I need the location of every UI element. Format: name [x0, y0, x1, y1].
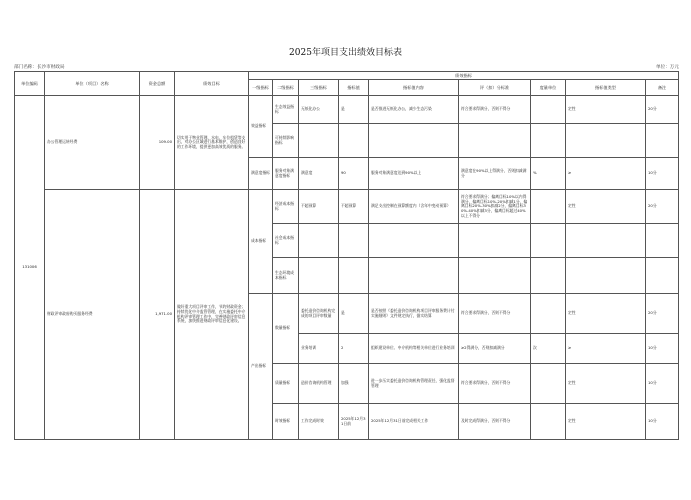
type-cell: 定性: [566, 190, 646, 224]
col-level1: 一级指标: [249, 80, 273, 96]
type-cell: 定性: [566, 404, 646, 440]
content-cell: [369, 258, 459, 294]
note-cell: 10分: [646, 404, 679, 440]
level2-cell: 数量指标: [273, 294, 299, 364]
col-indicators: 绩效指标: [249, 72, 679, 80]
standard-cell: 及时完成得满分，否则不得分: [459, 404, 531, 440]
measure-cell: [531, 294, 566, 334]
level3-cell: 业务培训: [299, 334, 339, 364]
measure-cell: [531, 404, 566, 440]
col-standard: 评（扣）分标准: [459, 80, 531, 96]
col-funds: 资金总额: [140, 72, 175, 96]
content-cell: 是否推进无纸化办公，减少生态污染: [369, 96, 459, 124]
note-cell: [646, 224, 679, 258]
level3-cell: 满意度: [299, 158, 339, 190]
measure-cell: 次: [531, 334, 566, 364]
project-funds-cell: 109.00: [140, 96, 175, 190]
type-cell: ≥: [566, 334, 646, 364]
col-ind-content: 指标值内容: [369, 80, 459, 96]
level3-cell: [299, 258, 339, 294]
unit-label: 单位：万元: [656, 65, 679, 70]
standard-cell: 满意度在90%以上得满分，否则扣减满分: [459, 158, 531, 190]
level2-cell: 社会成本指标: [273, 224, 299, 258]
level3-cell: 工作完成时效: [299, 404, 339, 440]
content-cell: 组织建设单位、中介机构等相关单位进行业务培训: [369, 334, 459, 364]
level3-cell: [299, 124, 339, 158]
note-cell: 10分: [646, 334, 679, 364]
content-cell: [369, 224, 459, 258]
standard-cell: 符合要求得满分；偏离目标10%以内得满分，偏离目标10%-20%扣减1分，偏离目标20%-30%扣减2分，偏离目标30%-40%扣减3分，偏离目标超过40%以上不得分: [459, 190, 531, 224]
note-cell: 10分: [646, 364, 679, 404]
note-cell: [646, 124, 679, 158]
note-cell: 10分: [646, 158, 679, 190]
value-cell: [339, 124, 369, 158]
content-cell: 2025年12月31日前完成相关工作: [369, 404, 459, 440]
level2-cell: 生态环境成本指标: [273, 258, 299, 294]
level2-cell: 可持续影响指标: [273, 124, 299, 158]
level2-cell: 生态效益指标: [273, 96, 299, 124]
table-row: [15, 96, 679, 124]
level2-cell: 时效指标: [273, 404, 299, 440]
type-cell: [566, 224, 646, 258]
col-unit-code: 单位编码: [15, 72, 45, 96]
content-cell: 进一步压实委托造价咨询机构管理责任，强化监督管理: [369, 364, 459, 404]
value-cell: 是: [339, 96, 369, 124]
col-level2: 二级指标: [273, 80, 299, 96]
level2-cell: 服务对象满意度指标: [273, 158, 299, 190]
col-level3: 三级指标: [299, 80, 339, 96]
measure-cell: [531, 190, 566, 224]
col-value-type: 指标值类型: [566, 80, 646, 96]
content-cell: 是否按照《委托造价咨询机构项目评审服务费计付实施细则》文件规定执行，据实结算: [369, 294, 459, 334]
type-cell: [566, 258, 646, 294]
standard-cell: 符合要求得满分，否则不得分: [459, 294, 531, 334]
note-cell: 20分: [646, 190, 679, 224]
measure-cell: [531, 96, 566, 124]
content-cell: [369, 124, 459, 158]
value-cell: 加强: [339, 364, 369, 404]
standard-cell: 符合要求得满分，否则不得分: [459, 364, 531, 404]
value-cell: 2025年12月31日前: [339, 404, 369, 440]
performance-table: [14, 71, 679, 440]
level1-cell: 成本指标: [249, 190, 273, 294]
value-cell: 是: [339, 294, 369, 334]
standard-cell: [459, 124, 531, 158]
type-cell: 定性: [566, 96, 646, 124]
col-ind-value: 指标值: [339, 80, 369, 96]
col-note: 备注: [646, 80, 679, 96]
level3-cell: 不超预算: [299, 190, 339, 224]
col-unit-name: 单位（项目）名称: [45, 72, 140, 96]
project-goal-cell: 切实用于物业管理、水电、车位租赁等支出，对办公区域进行基本维护，创造良好的工作环境，提供更加高效优质的服务。: [175, 96, 249, 190]
value-cell: 不超预算: [339, 190, 369, 224]
value-cell: 90: [339, 158, 369, 190]
type-cell: [566, 124, 646, 158]
content-cell: 满足支出控制在预算额度内（含年中变动预算）: [369, 190, 459, 224]
project-name-cell: 办公管理运转经费: [45, 96, 140, 190]
standard-cell: [459, 258, 531, 294]
table-row: [15, 190, 679, 224]
level3-cell: 造价咨询机构管理: [299, 364, 339, 404]
page-title: 2025年项目支出绩效目标表: [289, 48, 402, 58]
level3-cell: 无纸化办公: [299, 96, 339, 124]
unit-code-cell: 131006: [15, 96, 45, 440]
measure-cell: [531, 124, 566, 158]
value-cell: [339, 258, 369, 294]
level1-cell: 满意度指标: [249, 158, 273, 190]
level1-cell: 效益指标: [249, 96, 273, 158]
department-label: 部门名称：长沙市财政局: [14, 65, 65, 70]
header-row: [15, 72, 679, 80]
level3-cell: [299, 224, 339, 258]
standard-cell: [459, 224, 531, 258]
type-cell: 定性: [566, 294, 646, 334]
project-funds-cell: 1,971.00: [140, 190, 175, 440]
value-cell: [339, 224, 369, 258]
level2-cell: 经济成本指标: [273, 190, 299, 224]
standard-cell: 符合要求得满分，否则不得分: [459, 96, 531, 124]
type-cell: ≥: [566, 158, 646, 190]
measure-cell: [531, 258, 566, 294]
measure-cell: [531, 224, 566, 258]
note-cell: [646, 258, 679, 294]
type-cell: 定性: [566, 364, 646, 404]
measure-cell: %: [531, 158, 566, 190]
project-goal-cell: 做好重大项目评审工作，节约财政资金；持续优化中介监管管理，在实施委托中介机构评审管理工作中，完善财政评审信息系统，加快推进财政评审信息化建设。: [175, 190, 249, 440]
value-cell: 2: [339, 334, 369, 364]
standard-cell: ≥2得满分，否则扣减满分: [459, 334, 531, 364]
measure-cell: [531, 364, 566, 404]
col-goal: 绩效目标: [175, 72, 249, 96]
note-cell: 20分: [646, 294, 679, 334]
level3-cell: 委托造价咨询机构完成的项目评审数量: [299, 294, 339, 334]
note-cell: 20分: [646, 96, 679, 124]
level2-cell: 质量指标: [273, 364, 299, 404]
col-measure-unit: 度量单位: [531, 80, 566, 96]
level1-cell: 产出指标: [249, 294, 273, 440]
content-cell: 服务对象满意度达到90%以上: [369, 158, 459, 190]
project-name-cell: 财政评审政府购买服务经费: [45, 190, 140, 440]
